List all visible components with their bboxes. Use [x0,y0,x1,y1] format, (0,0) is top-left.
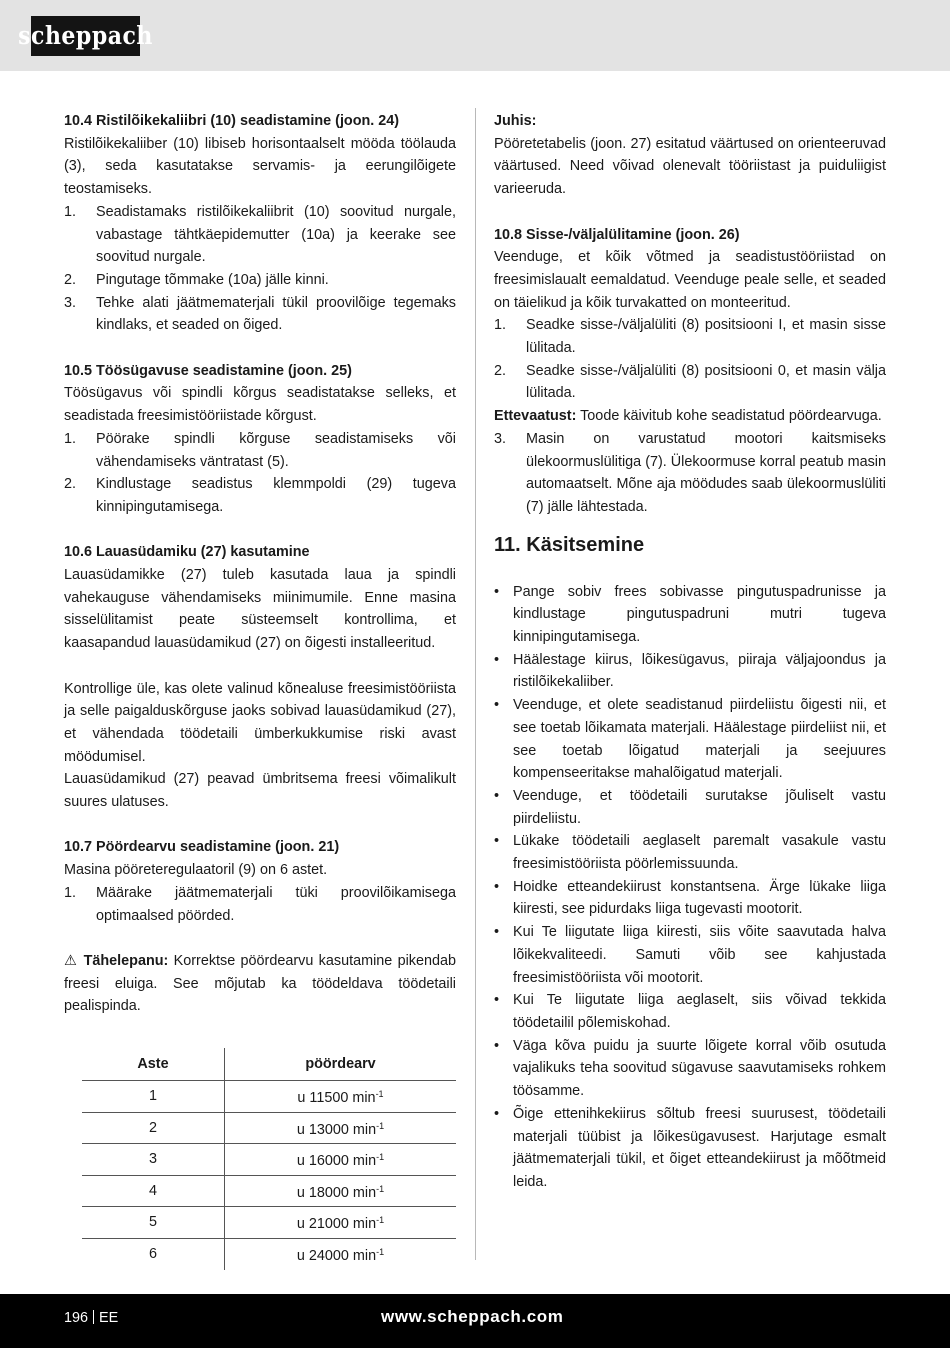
table-row: 6 u 24000 $\min^{-1}$ [82,1239,456,1270]
section-10-4-title: 10.4 Ristilõikekaliibri (10) seadistamine (joon. 24) [64,113,400,129]
list-item: • Veenduge, et olete seadistanud piirdeliistu õigesti nii, et see toetab lõikamata materjali. Häälestage piirdeliist nii, et see toetab lõigatud materjali ja seejuures kompenseeritakse mahalõigatud materjali. [494,697,886,782]
section-10-5-steps [64,428,456,519]
page-number: 196 EE [64,1310,119,1326]
list-item: 1. Pöörake spindli kõrguse seadistamiseks või vähendamiseks väntratast (5). [64,430,456,470]
section-10-8-title: 10.8 Sisse-/väljalülitamine (joon. 26) [494,226,740,243]
list-item: 1. Seadistamaks ristilõikekaliibrit (10) soovitud nurgale, vabastage tähtkäepidemutter (10a) ja keerake see soovitud nurgale. [64,203,456,266]
note-title: Juhis: [494,113,537,129]
list-item: • Veenduge, et töödetaili surutakse jõuliselt vastu piirdeliistu. [494,787,886,827]
section-10-4-steps [64,201,456,337]
section-10-5-intro: Töösügavus või spindli kõrgus seadistatakse selleks, et seadistada freesimistööriistade kõrgust. [64,385,456,425]
table-row: 2 u 13000 $\min^{-1}$ [82,1112,456,1144]
section-10-5-title: 10.5 Töösügavuse seadistamine (joon. 25) [64,362,352,379]
list-item: • Kui Te liigutate liiga aeglaselt, siis võivad tekkida töödetailil põlemiskohad. [494,992,886,1031]
table-row: 5 u 21000 $\min^{-1}$ [82,1207,456,1239]
website-url: www.scheppach.com [381,1307,564,1326]
page-footer [0,1294,950,1348]
caution-note: Ettevaatust: Toode käivitub kohe seadistatud pöördearvuga. [494,408,882,425]
table-header-step: Aste [82,1048,225,1081]
section-11-title: 11. Käsitsemine [494,533,645,556]
table-header-rpm: pöördearv [225,1048,457,1081]
list-item: 2. Kindlustage seadistus klemmpoldi (29) tugeva kinnipingutamisega. [64,476,456,515]
list-item: • Väga kõva puidu ja suurte lõigete korral võib osutuda vajalikuks teha soovitud sügavuse saavutamiseks rohkem töösamme. [494,1037,886,1100]
left-column [64,110,456,1270]
page-header [0,0,950,71]
warning-note: ⚠ Tähelepanu: Korrektse pöördearvu kasutamine pikendab freesi eluiga. See mõjutab ka töödeldava töödetaili pealispinda. [64,952,457,1015]
section-10-4-intro: Ristilõikekaliiber (10) libiseb horisontaalselt mööda töölauda (3), seda kasutatakse servamis- ja eerungilõigete teostamiseks. [64,135,456,198]
list-item: 2. Pingutage tõmmake (10a) jälle kinni. [64,271,329,288]
list-item: 3. Tehke alati jäätmematerjali tükil proovilõige tegemaks kindlaks, et seaded on õiged. [64,294,456,334]
list-item: 2. Seadke sisse-/väljalüliti (8) positsiooni 0, et masin välja lülitada. [494,362,886,402]
column-divider [475,108,476,1260]
list-item: • Lükake töödetaili aeglaselt paremalt vasakule vastu freesimistööriista pöörlemissuunda. [494,833,886,873]
section-10-7-title: 10.7 Pöördearvu seadistamine (joon. 21) [64,839,340,856]
section-10-7-steps [64,882,456,927]
list-item: • Häälestage kiirus, lõikesügavus, piiraja väljajoondus ja ristilõikekaliiber. [494,651,886,691]
table-row: 4 u 18000 $\min^{-1}$ [82,1175,456,1207]
warning-icon: ⚠ [64,952,79,969]
list-item: • Pange sobiv frees sobivasse pingutuspadrunisse ja kindlustage pingutuspadruni mutri tugeva kinnipingutamisega. [494,583,886,646]
list-item: 1. Määrake jäätmematerjali tüki proovilõikamisega optimaalsed pöörded. [64,884,456,924]
section-11-bullets [494,581,886,1194]
list-item: • Kui Te liigutate liiga kiiresti, siis võite saavutada halva lõikekvaliteedi. Samuti võib see kahjustada freesimistööriista või mootorit. [494,924,886,986]
section-10-8-step-3 [494,428,886,519]
note-text: Pööretetabelis (joon. 27) esitatud väärtused on orienteeruvad väärtused. Need võivad olenevalt tööriistast ja puiduliigist varieeruda. [494,135,886,198]
table-row: 1 u 11500 $\min^{-1}$ [82,1081,456,1113]
list-item: 3. Masin on varustatud mootori kaitsmiseks ülekoormuslülitiga (7). Ülekoormuse korral peatub masin automaatselt. Mõne aja möödudes saab ülekoormuslüliti (7) jälle lähtestada. [494,430,886,515]
list-item: 1. Seadke sisse-/väljalüliti (8) positsiooni I, et masin sisse lülitada. [494,317,886,357]
section-10-6-paragraph-1: Lauasüdamikke (27) tuleb kasutada laua ja spindli vahekauguse vähendamiseks miinimumile. Enne masina sisselülitamist peate süsteemselt kontrollima, et kaasapandud lauasüdamikud (27) on õigesti installeeritud. [64,567,456,652]
section-10-7-intro: Masina pööreteregulaatoril (9) on 6 astet. [64,862,328,879]
right-column [494,110,886,1194]
section-10-8-intro: Veenduge, et kõik võtmed ja seadistustööriistad on freesimislaualt eemaldatud. Veenduge peale selle, et seaded on täielikud ja kõik turvakatted on monteeritud. [494,249,886,311]
section-10-6-paragraph-3: Lauasüdamikud (27) peavad ümbritsema freesi võimalikult suures ulatuses. [64,771,456,811]
section-10-6-paragraph-2: Kontrollige üle, kas olete valinud kõnealuse freesimistööriista ja selle paigalduskõrguse jaoks sobivad lauasüdamikud (27), et vähendada töödetaili ümberkukkumise riski avast möödumisel. [64,680,456,765]
list-item: • Hoidke etteandekiirust konstantsena. Ärge lükake liiga kiiresti, see pidurdaks liiga tugevasti mootorit. [494,878,886,918]
section-10-6-title: 10.6 Lauasüdamiku (27) kasutamine [64,544,310,561]
speed-table [82,1048,456,1270]
list-item: • Õige ettenihkekiirus sõltub freesi suurusest, töödetaili materjali tüübist ja lõikesügavusest. Harjutage esmalt jäätmematerjali tükil, et õiget etteandekiirust ja mõõtmeid leida. [494,1105,886,1190]
scheppach-logo: scheppach [31,16,140,56]
section-10-8-steps [494,314,886,405]
table-row: 3 u 16000 $\min^{-1}$ [82,1144,456,1176]
